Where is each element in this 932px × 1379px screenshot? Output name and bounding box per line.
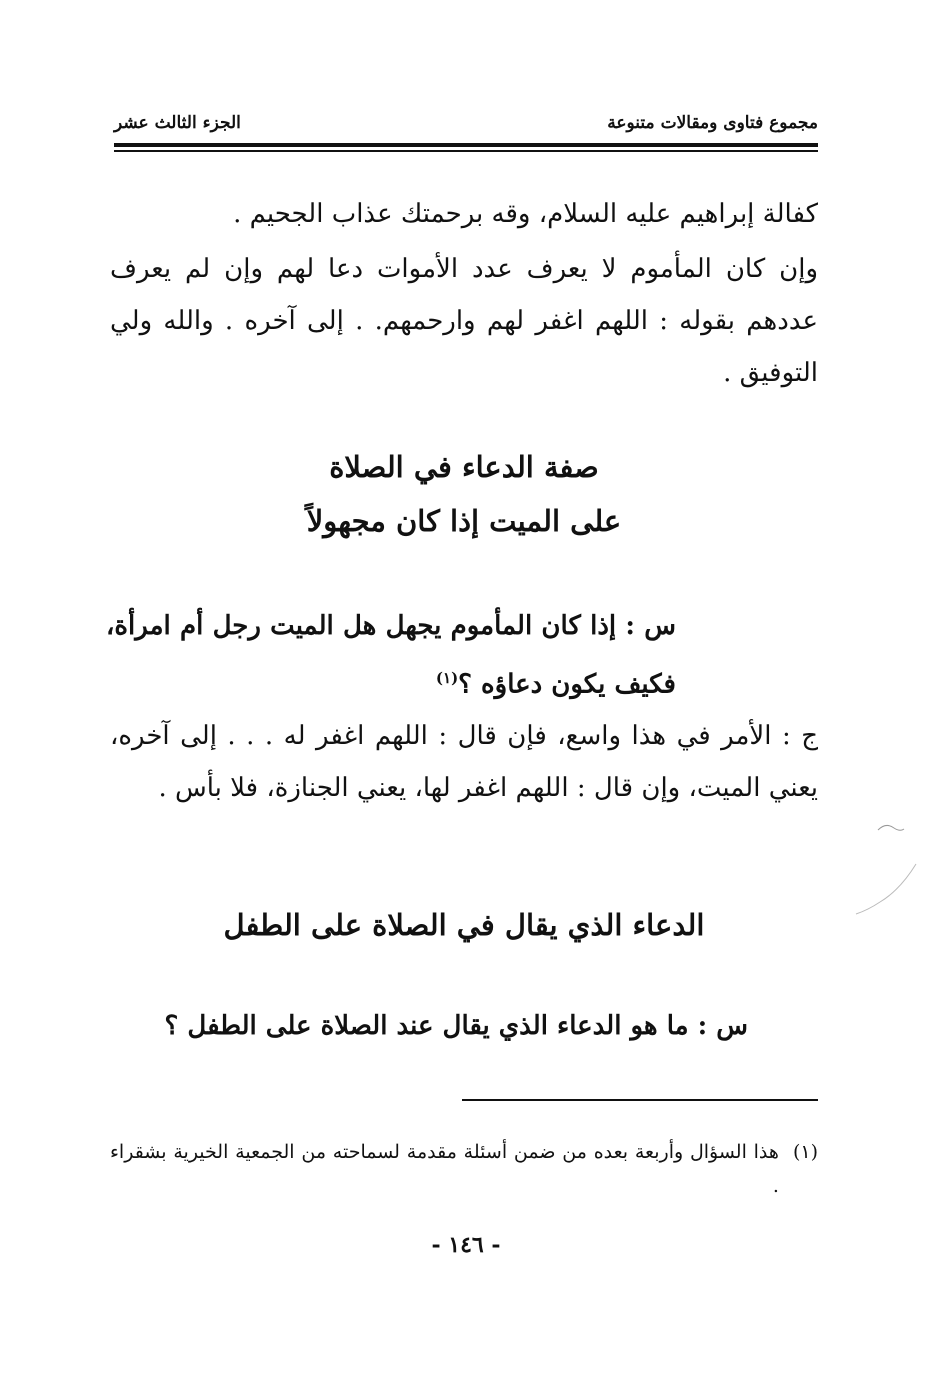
running-header-volume: الجزء الثالث عشر (114, 113, 241, 133)
section-heading-line-2: على الميت إذا كان مجهولاً (306, 504, 622, 538)
answer-1: ج : الأمر في هذا واسع، فإن قال : اللهم اغفر له . . . إلى آخره، يعني الميت، وإن قال : اللهم اغفر لها، يعني الجنازة، فلا بأس . (110, 721, 818, 803)
question-1 (106, 600, 746, 711)
footnote-number: (١) (792, 1141, 818, 1163)
header-rule-thin (114, 150, 818, 152)
page-number: - ١٤٦ - (431, 1232, 501, 1258)
question-2: س : ما هو الدعاء الذي يقال عند الصلاة على الطفل ؟ (164, 1011, 748, 1041)
margin-mark-icon (876, 820, 906, 836)
footnote-reference: (١) (435, 669, 459, 687)
footnote-text: هذا السؤال وأربعة بعده من ضمن أسئلة مقدمة لسماحته من الجمعية الخيرية بشقراء . (110, 1141, 779, 1197)
section-heading-child-prayer: الدعاء الذي يقال في الصلاة على الطفل (223, 908, 705, 942)
margin-scribble-icon (850, 860, 920, 920)
running-header-title: مجموع فتاوى ومقالات متنوعة (607, 113, 818, 133)
header-rule-thick (114, 143, 818, 147)
section-heading-line-1: صفة الدعاء في الصلاة (329, 450, 599, 484)
paragraph-1: كفالة إبراهيم عليه السلام، وقه برحمتك عذاب الجحيم . (233, 199, 818, 229)
question-1-text: س : إذا كان المأموم يجهل هل الميت رجل أم امرأة، فكيف يكون دعاؤه ؟ (106, 611, 676, 700)
paragraph-2: وإن كان المأموم لا يعرف عدد الأموات دعا لهم وإن لم يعرف عددهم بقوله : اللهم اغفر لهم وارحمهم. . إلى آخره . والله ولي التوفيق . (110, 254, 818, 388)
footnote (110, 1135, 818, 1203)
footnote-separator (462, 1099, 818, 1101)
section-heading-unknown-deceased (110, 440, 818, 548)
